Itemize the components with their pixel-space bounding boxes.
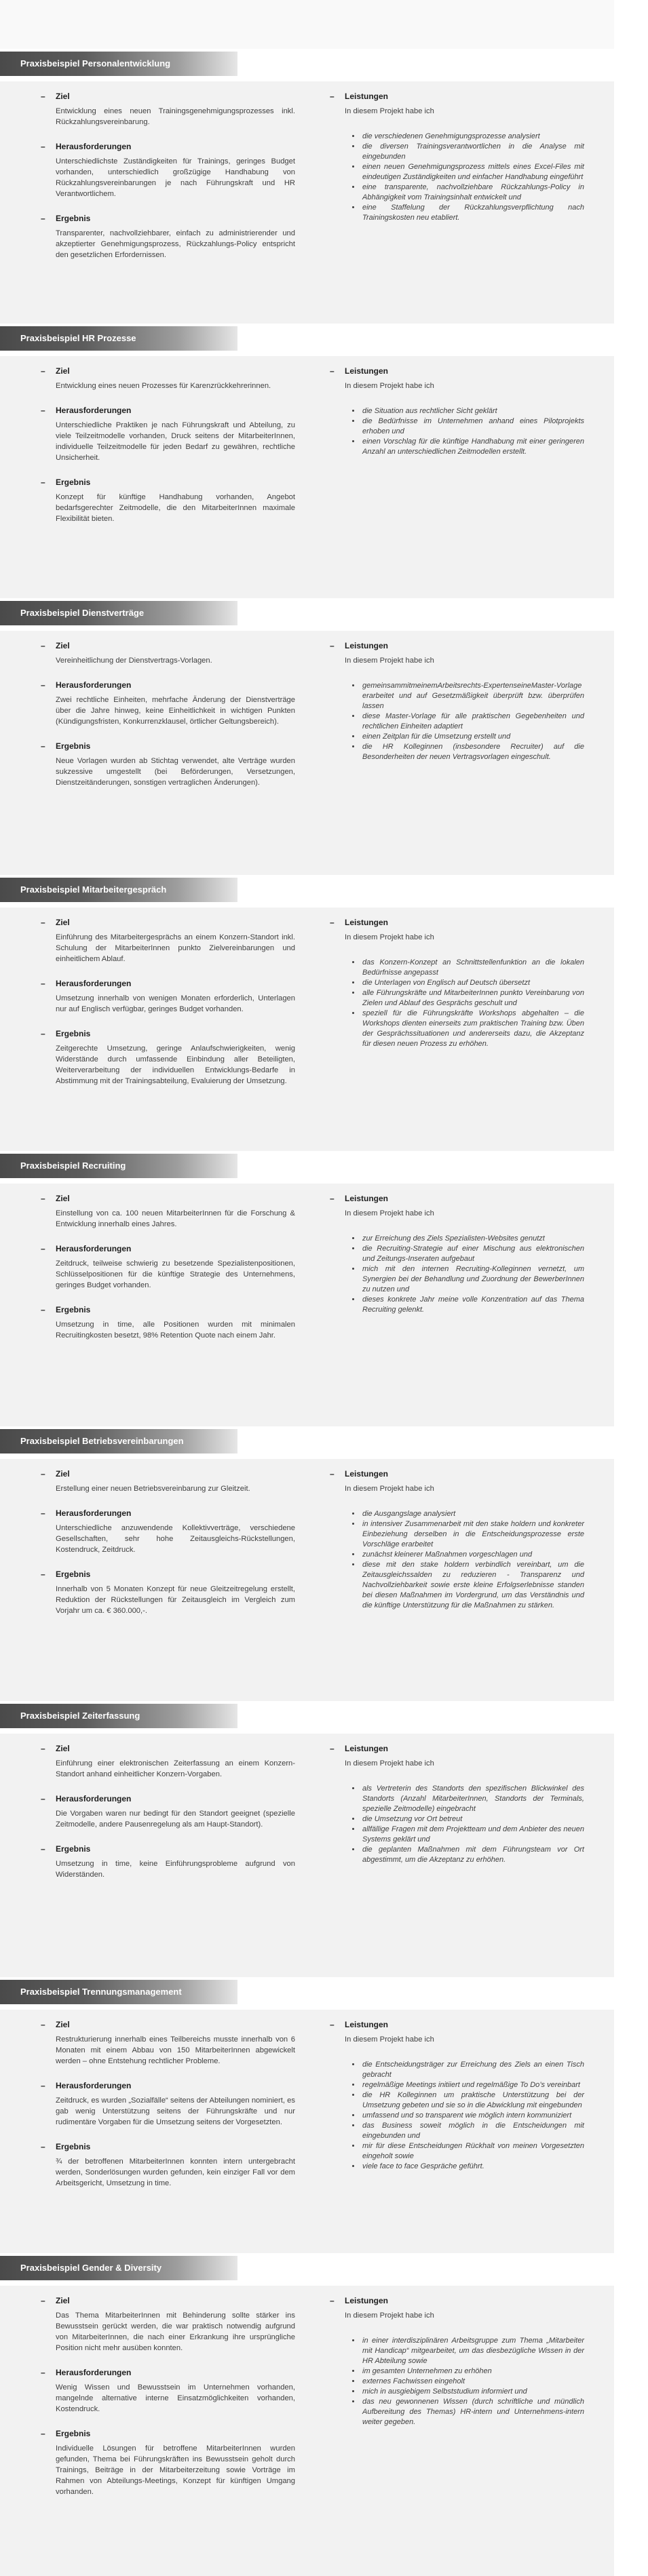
ergebnis-text: ¾ der betroffenen MitarbeiterInnen konnten intern untergebracht werden, Sonderlösungen wurden gefunden, kein einziger Fall vor dem Arbeitsgericht, Umsetzung in time.: [56, 2158, 295, 2187]
leistungen-heading: [330, 2295, 584, 2306]
herausforderungen-heading: [41, 1793, 295, 1804]
dash-marker: –: [330, 2020, 335, 2029]
ergebnis-text: Neue Vorlagen wurden ab Stichtag verwendet, alte Verträge wurden sukzessive umgestellt (bei Beförderungen, Versetzungen, Dienstzeitänderungen, sonstigen vertraglichen Änderungen).: [56, 757, 295, 787]
dash-marker: –: [41, 214, 45, 223]
ergebnis-heading: [41, 2428, 295, 2439]
herausforderungen-heading: [41, 1508, 295, 1519]
herausforderungen-heading: [41, 680, 295, 690]
left-column: [41, 1468, 295, 1630]
herausforderungen-label: Herausforderungen: [56, 680, 132, 690]
herausforderungen-text: Unterschiedliche anzuwendende Kollektivverträge, verschiedene Gesellschaften, sehr hohe Zeitausgleichs-Rückstellungen, Kostendruck, Zeitdruck.: [56, 1524, 295, 1554]
ergebnis-label: Ergebnis: [56, 2142, 91, 2151]
right-column: [330, 2295, 584, 2427]
herausforderungen-label: Herausforderungen: [56, 1244, 132, 1253]
ziel-label: Ziel: [56, 1194, 70, 1203]
leistungen-label: Leistungen: [345, 2296, 389, 2305]
ergebnis-block: [41, 741, 295, 788]
leistungen-label: Leistungen: [345, 92, 389, 101]
leistung-item: • die Recruiting-Strategie auf einer Mischung aus elektronischen und Zeitungs-Inseraten aufgebaut: [361, 1244, 584, 1264]
leistungen-label: Leistungen: [345, 1469, 389, 1479]
leistungen-intro: In diesem Projekt habe ich: [345, 1485, 434, 1493]
herausforderungen-label: Herausforderungen: [56, 406, 132, 415]
ziel-heading: [41, 2295, 295, 2306]
leistungen-intro: In diesem Projekt habe ich: [345, 107, 434, 115]
ziel-heading: [41, 91, 295, 102]
dash-marker: –: [41, 1569, 45, 1579]
leistung-item: • einen Zeitplan für die Umsetzung erstellt und: [361, 732, 584, 742]
dash-marker: –: [330, 366, 335, 376]
leistung-item: • diese mit den stake holdern verbindlich vereinbart, um die Zeitausgleichssalden zu reduzieren - Transparenz und Nachvollziehbarkeit sowie erste kleine Erfolgserlebnisse standen bei diesen Maßnahmen im Vordergrund, um das Verständnis und die künftige Unterstützung für die Maßnahmen zu stärken.: [361, 1560, 584, 1611]
ziel-heading: [41, 640, 295, 651]
dash-marker: –: [41, 2142, 45, 2151]
leistung-item: • dieses konkrete Jahr meine volle Konzentration auf das Thema Recruiting gelenkt.: [361, 1295, 584, 1315]
dash-marker: –: [41, 1194, 45, 1203]
leistungen-heading: [330, 1193, 584, 1204]
dash-marker: –: [41, 918, 45, 927]
leistungen-list: [330, 1509, 584, 1611]
leistungen-list: [330, 958, 584, 1049]
dash-marker: –: [41, 366, 45, 376]
dash-marker: –: [41, 2368, 45, 2377]
case-section: [0, 598, 614, 875]
ziel-block: [41, 1468, 295, 1494]
ergebnis-block: [41, 1028, 295, 1087]
left-column: [41, 2019, 295, 2202]
ziel-text: Einführung des Mitarbeitergesprächs an einem Konzern-Standort inkl. Schulung der MitarbeiterInnen punkto Zielvereinbarungen und einheitlichem Ablauf.: [56, 933, 295, 963]
herausforderungen-text: Zeitdruck, es wurden „Sozialfälle“ seitens der Abteilungen nominiert, es gab wenig Unterstützung seitens der Führungskräfte und nur rudimentäre Vorgaben für die Umsetzung seitens der Vorgesetzten.: [56, 2096, 295, 2126]
leistung-item: • die Situation aus rechtlicher Sicht geklärt: [361, 406, 584, 416]
dash-marker: –: [330, 1744, 335, 1753]
herausforderungen-heading: [41, 2080, 295, 2091]
case-title: Praxisbeispiel Betriebsvereinbarungen: [0, 1429, 237, 1453]
ergebnis-text: Konzept für künftige Handhabung vorhanden, Angebot bedarfsgerechter Zeitmodelle, die den MitarbeiterInnen maximale Flexibilität bieten.: [56, 493, 295, 523]
right-column: [330, 917, 584, 1049]
herausforderungen-block: [41, 978, 295, 1015]
dash-marker: –: [330, 2296, 335, 2305]
herausforderungen-label: Herausforderungen: [56, 2368, 132, 2377]
ziel-label: Ziel: [56, 1469, 70, 1479]
case-title: Praxisbeispiel Recruiting: [0, 1154, 237, 1178]
ergebnis-label: Ergebnis: [56, 741, 91, 751]
herausforderungen-block: [41, 1243, 295, 1291]
herausforderungen-text: Unterschiedliche Praktiken je nach Führungskraft und Abteilung, zu viele Teilzeitmodelle vorhanden, Druck seitens der MitarbeiterInnen, individuelle Teilzeitmodelle für jeden Bedarf zu gewähren, rechtliche Unsicherheit.: [56, 421, 295, 462]
dash-marker: –: [41, 1244, 45, 1253]
right-column: [330, 366, 584, 457]
ergebnis-block: [41, 2428, 295, 2497]
ergebnis-block: [41, 1569, 295, 1616]
leistung-item: • im gesamten Unternehmen zu erhöhen: [361, 2366, 584, 2377]
dash-marker: –: [330, 1194, 335, 1203]
dash-marker: –: [41, 2081, 45, 2090]
herausforderungen-block: [41, 405, 295, 463]
ergebnis-heading: [41, 2141, 295, 2152]
left-column: [41, 91, 295, 274]
herausforderungen-text: Die Vorgaben waren nur bedingt für den Standort geeignet (spezielle Zeitmodelle, andere Pausenregelung als am Haupt-Standort).: [56, 1810, 295, 1829]
ergebnis-text: Transparenter, nachvollziehbarer, einfach zu administrierender und akzeptierter Genehmigungsprozess, Rückzahlungs-Policy entspricht den gesetzlichen Erfordernissen.: [56, 229, 295, 259]
leistung-item: • die diversen Trainingsverantwortlichen in die Analyse mit eingebunden: [361, 142, 584, 162]
leistung-item: • mich in ausgiebigem Selbststudium informiert und: [361, 2387, 584, 2397]
dash-marker: –: [41, 1305, 45, 1314]
leistung-item: • in intensiver Zusammenarbeit mit den stake holdern und konkreter Einbeziehung derselben in die Entscheidungsprozesse erste Vorschläge erarbeitet: [361, 1519, 584, 1550]
herausforderungen-label: Herausforderungen: [56, 1794, 132, 1803]
leistung-item: • umfassend und so transparent wie möglich intern kommuniziert: [361, 2111, 584, 2121]
ziel-block: [41, 2019, 295, 2067]
ergebnis-block: [41, 1843, 295, 1880]
dash-marker: –: [41, 477, 45, 487]
leistung-item: • alle Führungskräfte und MitarbeiterInnen punkto Vereinbarung von Zielen und Ablauf des Gesprächs geschult und: [361, 988, 584, 1009]
ziel-label: Ziel: [56, 2296, 70, 2305]
left-column: [41, 917, 295, 1100]
dash-marker: –: [41, 680, 45, 690]
herausforderungen-label: Herausforderungen: [56, 1508, 132, 1518]
dash-marker: –: [41, 1029, 45, 1038]
ergebnis-label: Ergebnis: [56, 1305, 91, 1314]
leistung-item: • die Ausgangslage analysiert: [361, 1509, 584, 1519]
ziel-text: Restrukturierung innerhalb eines Teilbereichs musste innerhalb von 6 Monaten mit einem Abbau von 150 MitarbeiterInnen abgewickelt werden – ohne Entstehung rechtlicher Probleme.: [56, 2035, 295, 2065]
ziel-heading: [41, 2019, 295, 2030]
ziel-block: [41, 2295, 295, 2354]
leistung-item: • mich mit den internen Recruiting-Kolleginnen vernetzt, um Synergien bei der Behandlung und Zuordnung der BewerberInnen zu nutzen und: [361, 1264, 584, 1295]
right-column: [330, 1743, 584, 1865]
leistung-item: • eine transparente, nachvollziehbare Rückzahlungs-Policy in Abhängigkeit vom Trainingsinhalt entwickelt und: [361, 182, 584, 203]
leistung-item: • viele face to face Gespräche geführt.: [361, 2162, 584, 2172]
herausforderungen-heading: [41, 1243, 295, 1254]
dash-marker: –: [41, 1744, 45, 1753]
case-title: Praxisbeispiel Zeiterfassung: [0, 1704, 237, 1728]
ergebnis-heading: [41, 1843, 295, 1854]
leistung-item: • einen neuen Genehmigungsprozess mittels eines Excel-Files mit eindeutigen Zuständigkeiten und einfacher Handhabung eingeführt: [361, 162, 584, 182]
right-margin-strip: [614, 0, 648, 2576]
ziel-label: Ziel: [56, 641, 70, 650]
ziel-text: Entwicklung eines neuen Trainingsgenehmigungsprozesses inkl. Rückzahlungsvereinbarung.: [56, 107, 295, 126]
leistung-item: • das neu gewonnenen Wissen (durch schriftliche und mündlich Aufbereitung des Themas) HR-intern und Unternehmens-intern weiter gegeben.: [361, 2397, 584, 2427]
case-title: Praxisbeispiel Personalentwicklung: [0, 52, 237, 76]
leistungen-intro: In diesem Projekt habe ich: [345, 2311, 434, 2320]
leistungen-label: Leistungen: [345, 1194, 389, 1203]
dash-marker: –: [330, 641, 335, 650]
ziel-text: Einstellung von ca. 100 neuen MitarbeiterInnen für die Forschung & Entwicklung innerhalb eines Jahres.: [56, 1209, 295, 1228]
leistungen-label: Leistungen: [345, 1744, 389, 1753]
leistungen-label: Leistungen: [345, 366, 389, 376]
ergebnis-label: Ergebnis: [56, 214, 91, 223]
dash-marker: –: [41, 406, 45, 415]
case-section: [0, 1426, 614, 1701]
ziel-heading: [41, 1743, 295, 1754]
leistung-item: • zur Erreichung des Ziels Spezialisten-Websites genutzt: [361, 1234, 584, 1244]
ergebnis-label: Ergebnis: [56, 477, 91, 487]
leistungen-list: [330, 2336, 584, 2427]
ergebnis-label: Ergebnis: [56, 1569, 91, 1579]
ergebnis-block: [41, 2141, 295, 2189]
herausforderungen-block: [41, 141, 295, 199]
leistungen-heading: [330, 1743, 584, 1754]
ziel-block: [41, 1193, 295, 1230]
right-column: [330, 640, 584, 762]
dash-marker: –: [41, 741, 45, 751]
leistung-item: • allfällige Fragen mit dem Projektteam und dem Anbieter des neuen Systems geklärt und: [361, 1824, 584, 1845]
dash-marker: –: [41, 979, 45, 988]
dash-marker: –: [330, 1469, 335, 1479]
leistungen-label: Leistungen: [345, 641, 389, 650]
leistungen-intro: In diesem Projekt habe ich: [345, 2035, 434, 2044]
ziel-block: [41, 366, 295, 391]
ergebnis-block: [41, 1304, 295, 1341]
dash-marker: –: [41, 1844, 45, 1854]
right-column: [330, 1468, 584, 1611]
ergebnis-text: Zeitgerechte Umsetzung, geringe Anlaufschwierigkeiten, wenig Widerstände durch umfassende Einbindung aller Beteiligten, Weiterverarbeitung der individuellen Entwicklungs-Bedarfe in Abstimmung mit der Trainingsabteilung, Evaluierung der Umsetzung.: [56, 1045, 295, 1085]
herausforderungen-heading: [41, 405, 295, 416]
herausforderungen-text: Wenig Wissen und Bewusstsein im Unternehmen vorhanden, mangelnde alternative interne Einsatzmöglichkeiten vorhanden, Kostendruck.: [56, 2383, 295, 2413]
ziel-block: [41, 640, 295, 666]
dash-marker: –: [330, 92, 335, 101]
herausforderungen-label: Herausforderungen: [56, 142, 132, 151]
leistung-item: • die verschiedenen Genehmigungsprozesse analysiert: [361, 132, 584, 142]
ergebnis-block: [41, 477, 295, 524]
leistung-item: • die Umsetzung vor Ort betreut: [361, 1814, 584, 1824]
case-section: [0, 1977, 614, 2253]
right-column: [330, 1193, 584, 1315]
leistungen-intro: In diesem Projekt habe ich: [345, 657, 434, 665]
right-column: [330, 2019, 584, 2172]
dash-marker: –: [41, 142, 45, 151]
ziel-block: [41, 91, 295, 128]
case-title: Praxisbeispiel Gender & Diversity: [0, 2256, 237, 2280]
leistung-item: • gemeinsammitmeinemArbeitsrechts-ExpertenseineMaster-Vorlage erarbeitet und auf Gesetzmäßigkeit überprüft bzw. überprüfen lassen: [361, 681, 584, 711]
case-section: [0, 1151, 614, 1426]
right-column: [330, 91, 584, 223]
leistungen-intro: In diesem Projekt habe ich: [345, 382, 434, 390]
herausforderungen-label: Herausforderungen: [56, 2081, 132, 2090]
leistungen-intro: In diesem Projekt habe ich: [345, 1209, 434, 1217]
leistungen-intro: In diesem Projekt habe ich: [345, 933, 434, 941]
ergebnis-heading: [41, 1028, 295, 1039]
leistungen-list: [330, 1784, 584, 1865]
ziel-text: Entwicklung eines neuen Prozesses für Karenzrückkehrerinnen.: [56, 382, 271, 390]
herausforderungen-block: [41, 1793, 295, 1830]
leistungen-label: Leistungen: [345, 2020, 389, 2029]
case-section: [0, 875, 614, 1151]
herausforderungen-heading: [41, 2367, 295, 2378]
leistung-item: • die Unterlagen von Englisch auf Deutsch übersetzt: [361, 978, 584, 988]
leistungen-heading: [330, 1468, 584, 1479]
leistung-item: • das Konzern-Konzept an Schnittstellenfunktion an die lokalen Bedürfnisse angepasst: [361, 958, 584, 978]
leistungen-heading: [330, 366, 584, 376]
ziel-label: Ziel: [56, 366, 70, 376]
herausforderungen-block: [41, 680, 295, 727]
ziel-text: Vereinheitlichung der Dienstvertrags-Vorlagen.: [56, 657, 212, 665]
leistungen-heading: [330, 917, 584, 928]
leistungen-heading: [330, 2019, 584, 2030]
ziel-heading: [41, 1468, 295, 1479]
leistungen-list: [330, 2060, 584, 2172]
leistungen-heading: [330, 91, 584, 102]
dash-marker: –: [330, 918, 335, 927]
herausforderungen-block: [41, 1508, 295, 1555]
ziel-label: Ziel: [56, 918, 70, 927]
ergebnis-heading: [41, 213, 295, 224]
ergebnis-heading: [41, 741, 295, 752]
dash-marker: –: [41, 2429, 45, 2438]
leistungen-heading: [330, 640, 584, 651]
case-title: Praxisbeispiel HR Prozesse: [0, 326, 237, 351]
left-column: [41, 2295, 295, 2511]
ergebnis-heading: [41, 477, 295, 488]
ergebnis-text: Individuelle Lösungen für betroffene MitarbeiterInnen wurden gefunden, Thema bei Führungskräften ins Bewusstsein geholt durch Trainings, Beiträge in der Mitarbeiterzeitung sowie Vorträge im Rahmen von Abteilungs-Meetings, Konzept für künftigen Umgang vorhanden.: [56, 2444, 295, 2496]
left-column: [41, 1743, 295, 1894]
ziel-block: [41, 1743, 295, 1780]
dash-marker: –: [41, 1508, 45, 1518]
case-title: Praxisbeispiel Mitarbeitergespräch: [0, 878, 237, 902]
left-column: [41, 640, 295, 802]
case-section: [0, 324, 614, 598]
ziel-block: [41, 917, 295, 964]
leistung-item: • die HR Kolleginnen um praktische Unterstützung bei der Umsetzung gebeten und sie so in die Abwicklung mit eingebunden: [361, 2090, 584, 2111]
herausforderungen-text: Zwei rechtliche Einheiten, mehrfache Änderung der Dienstverträge über die Jahre hinweg, keine Einheitlichkeit in wichtigen Punkten (Kündigungsfristen, Konkurrenzklausel, örtlicher Geltungsbereich).: [56, 696, 295, 726]
herausforderungen-text: Unterschiedlichste Zuständigkeiten für Trainings, geringes Budget vorhanden, unterschiedlich großzügige Handhabung von Rückzahlungsvereinbarungen je nach Führungskraft und HR Verantwortlichem.: [56, 157, 295, 198]
ziel-text: Erstellung einer neuen Betriebsvereinbarung zur Gleitzeit.: [56, 1485, 250, 1493]
leistungen-list: [330, 406, 584, 457]
ziel-label: Ziel: [56, 2020, 70, 2029]
left-column: [41, 1193, 295, 1354]
leistung-item: • in einer interdisziplinären Arbeitsgruppe zum Thema „Mitarbeiter mit Handicap“ mitgearbeitet, um das diesbezügliche Wissen in der HR Abteilung sowie: [361, 2336, 584, 2366]
dash-marker: –: [41, 92, 45, 101]
leistung-item: • die Entscheidungsträger zur Erreichung des Ziels an einen Tisch gebracht: [361, 2060, 584, 2080]
leistungen-intro: In diesem Projekt habe ich: [345, 1759, 434, 1768]
case-section: [0, 1701, 614, 1977]
leistung-item: • das Business soweit möglich in die Entscheidungen mit eingebunden und: [361, 2121, 584, 2141]
ziel-label: Ziel: [56, 1744, 70, 1753]
leistungen-label: Leistungen: [345, 918, 389, 927]
dash-marker: –: [41, 1794, 45, 1803]
leistung-item: • externes Fachwissen eingeholt: [361, 2377, 584, 2387]
leistung-item: • mir für diese Entscheidungen Rückhalt von meinen Vorgesetzten eingeholt sowie: [361, 2141, 584, 2162]
herausforderungen-block: [41, 2080, 295, 2128]
leistungen-list: [330, 1234, 584, 1315]
dash-marker: –: [41, 2020, 45, 2029]
ziel-heading: [41, 1193, 295, 1204]
leistung-item: • als Vertreterin des Standorts den spezifischen Blickwinkel des Standorts (Anzahl MitarbeiterInnen, Standorts der Terminals, spezielle Zeitmodelle) eingebracht: [361, 1784, 584, 1814]
leistung-item: • speziell für die Führungskräfte Workshops abgehalten – die Workshops dienten einerseits zum praktischen Training bzw. Üben der Gesprächssituationen und andererseits dazu, die Akzeptanz für diesen neuen Prozess zu erhöhen.: [361, 1009, 584, 1049]
ergebnis-text: Umsetzung in time, alle Positionen wurden mit minimalen Recruitingkosten besetzt, 98% Retention Quote nach einem Jahr.: [56, 1321, 295, 1340]
ergebnis-heading: [41, 1569, 295, 1580]
leistung-item: • diese Master-Vorlage für alle praktischen Gegebenheiten und rechtlichen Einheiten adaptiert: [361, 711, 584, 732]
leistungen-list: [330, 132, 584, 223]
ziel-heading: [41, 366, 295, 376]
ergebnis-label: Ergebnis: [56, 2429, 91, 2438]
leistungen-list: [330, 681, 584, 762]
herausforderungen-heading: [41, 978, 295, 989]
ergebnis-label: Ergebnis: [56, 1029, 91, 1038]
case-title: Praxisbeispiel Dienstverträge: [0, 601, 237, 625]
ziel-text: Einführung einer elektronischen Zeiterfassung an einem Konzern-Standort anhand einheitlicher Konzern-Vorgaben.: [56, 1759, 295, 1778]
leistung-item: • regelmäßige Meetings initiiert und regelmäßige To Do’s vereinbart: [361, 2080, 584, 2090]
ergebnis-heading: [41, 1304, 295, 1315]
dash-marker: –: [41, 1469, 45, 1479]
ziel-heading: [41, 917, 295, 928]
leistung-item: • die HR Kolleginnen (insbesondere Recruiter) auf die Besonderheiten der neuen Vertragsvorlagen eingeschult.: [361, 742, 584, 762]
herausforderungen-heading: [41, 141, 295, 152]
dash-marker: –: [41, 2296, 45, 2305]
ergebnis-text: Innerhalb von 5 Monaten Konzept für neue Gleitzeitregelung erstellt, Reduktion der Rückstellungen für Zeitausgleich im Vergleich zum Vorjahr um ca. € 360.000,-.: [56, 1585, 295, 1615]
left-column: [41, 366, 295, 538]
herausforderungen-block: [41, 2367, 295, 2415]
case-title: Praxisbeispiel Trennungsmanagement: [0, 1980, 237, 2004]
leistung-item: • die Bedürfnisse im Unternehmen anhand eines Pilotprojekts erhoben und: [361, 416, 584, 437]
ergebnis-block: [41, 213, 295, 260]
ergebnis-label: Ergebnis: [56, 1844, 91, 1854]
herausforderungen-text: Umsetzung innerhalb von wenigen Monaten erforderlich, Unterlagen nur auf Englisch verfügbar, geringes Budget vorhanden.: [56, 994, 295, 1013]
leistung-item: • eine Staffelung der Rückzahlungsverpflichtung nach Trainingskosten neu etabliert.: [361, 203, 584, 223]
leistung-item: • einen Vorschlag für die künftige Handhabung mit einer geringeren Anzahl an unterschiedlichen Zeitmodellen erstellt.: [361, 437, 584, 457]
case-section: [0, 49, 614, 324]
herausforderungen-text: Zeitdruck, teilweise schwierig zu besetzende Spezialistenpositionen, Schlüsselpositionen für die künftige Strategie des Unternehmens, geringes Budget vorhanden.: [56, 1260, 295, 1289]
leistung-item: • zunächst kleinerer Maßnahmen vorgeschlagen und: [361, 1550, 584, 1560]
case-section: [0, 2253, 614, 2576]
herausforderungen-label: Herausforderungen: [56, 979, 132, 988]
leistung-item: • die geplanten Maßnahmen mit dem Führungsteam vor Ort abgestimmt, um die Akzeptanz zu erhöhen.: [361, 1845, 584, 1865]
ergebnis-text: Umsetzung in time, keine Einführungsprobleme aufgrund von Widerständen.: [56, 1860, 295, 1879]
ziel-label: Ziel: [56, 92, 70, 101]
dash-marker: –: [41, 641, 45, 650]
ziel-text: Das Thema MitarbeiterInnen mit Behinderung sollte stärker ins Bewusstsein gerückt werden, die war praktisch notwendig aufgrund von MitarbeiterInnen, die nach einer Erkrankung ihre ursprüngliche Position nicht mehr ausüben konnten.: [56, 2311, 295, 2352]
